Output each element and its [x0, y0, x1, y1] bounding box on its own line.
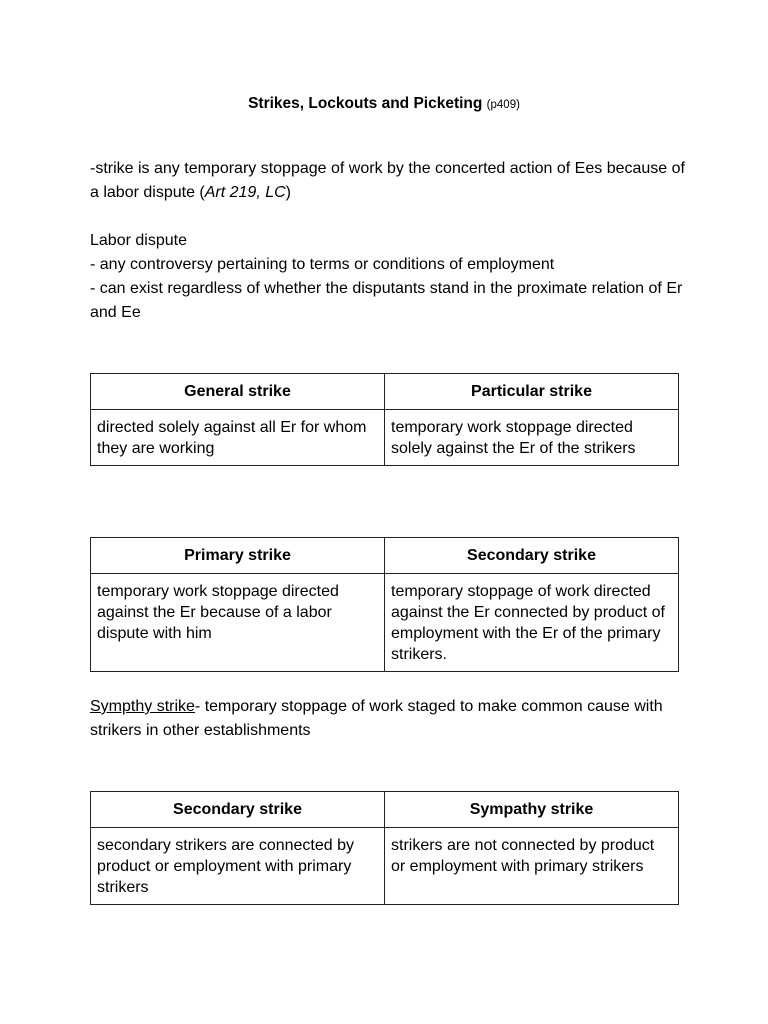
table-cell: temporary stoppage of work directed against the Er connected by product of employment with the Er of the primary strikers.: [385, 574, 679, 672]
table-cell: directed solely against all Er for whom they are working: [91, 410, 385, 466]
table-header: Primary strike: [91, 538, 385, 574]
primary-vs-secondary-table: [90, 537, 679, 672]
sympathy-strike-term: Sympthy strike: [90, 698, 195, 715]
secondary-vs-sympathy-table: [90, 791, 679, 905]
table-header: General strike: [91, 374, 385, 410]
strike-definition-text: -strike is any temporary stoppage of work by the concerted action of Ees because of a labor dispute (: [90, 160, 685, 201]
labor-dispute-heading: Labor dispute: [90, 232, 187, 249]
table-cell: secondary strikers are connected by product or employment with primary strikers: [91, 828, 385, 905]
page-title: [0, 94, 768, 115]
labor-dispute-line: - any controversy pertaining to terms or conditions of employment: [90, 256, 555, 273]
general-vs-particular-table: [90, 373, 679, 466]
table-cell: temporary work stoppage directed solely against the Er of the strikers: [385, 410, 679, 466]
table-cell: temporary work stoppage directed against the Er because of a labor dispute with him: [91, 574, 385, 672]
sympathy-strike-text: - temporary stoppage of work staged to make common cause with strikers in other establishments: [90, 698, 663, 739]
labor-dispute-line: - can exist regardless of whether the disputants stand in the proximate relation of Er and Ee: [90, 280, 683, 321]
table-header: Sympathy strike: [385, 792, 679, 828]
table-header: Secondary strike: [385, 538, 679, 574]
article-citation: Art 219, LC: [204, 184, 286, 201]
table-header: Particular strike: [385, 374, 679, 410]
sympathy-strike-definition: [90, 695, 690, 743]
page-reference: (p409): [486, 99, 520, 111]
strike-definition-close: ): [285, 184, 291, 201]
strike-definition: [90, 157, 690, 205]
title-text: Strikes, Lockouts and Picketing: [248, 95, 483, 112]
labor-dispute-section: [90, 229, 690, 325]
table-cell: strikers are not connected by product or employment with primary strikers: [385, 828, 679, 905]
table-header: Secondary strike: [91, 792, 385, 828]
